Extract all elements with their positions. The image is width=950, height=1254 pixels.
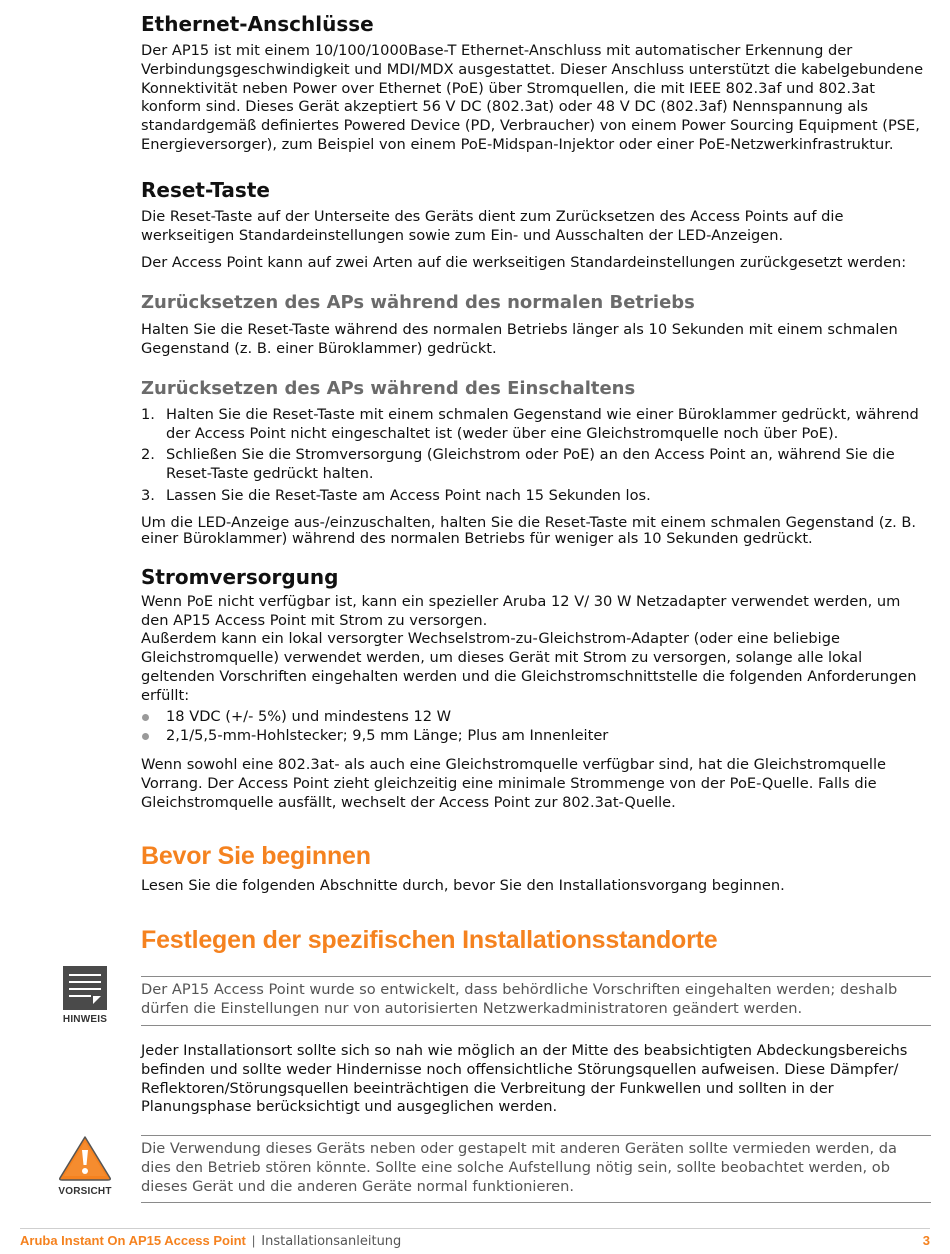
bullet-icon — [142, 733, 149, 740]
step-text: Schließen Sie die Stromversorgung (Gleichstrom oder PoE) an den Access Point an, während Sie die Reset-Taste gedrückt halten. — [166, 446, 895, 483]
footer-title — [20, 1233, 401, 1250]
caution-icon-block — [54, 1134, 116, 1197]
step-text: Halten Sie die Reset-Taste mit einem schmalen Gegenstand wie einer Büroklammer gedrückt, während der Access Point nicht eingeschaltet ist (weder über eine Gleichstromquelle noch über PoE). — [166, 405, 919, 442]
step-number: 3. — [141, 486, 155, 504]
paragraph-led: Um die LED-Anzeige aus-/einzuschalten, halten Sie die Reset-Taste mit einem schmalen Gegenstand (z. B. einer Büroklammer) während des normalen Betriebs für weniger als 10 Sekunden gedrückt. — [141, 513, 917, 547]
warning-icon — [57, 1134, 113, 1182]
list-item — [141, 727, 931, 746]
footer-separator: | — [251, 1233, 256, 1248]
caution-text: Die Verwendung dieses Geräts neben oder gestapelt mit anderen Geräten sollte vermieden werden, da dies den Betrieb stören könnte. Sollte eine solche Aufstellung nötig sein, sollte beobachtet werden, ob dieses Gerät und die anderen Geräte normal funktionieren. — [141, 1140, 898, 1195]
subheading-reset-normal: Zurücksetzen des APs während des normalen Betriebs — [141, 292, 695, 314]
reset-steps-list — [141, 406, 931, 506]
step-number: 2. — [141, 446, 155, 464]
note-text: Der AP15 Access Point wurde so entwickelt, dass behördliche Vorschriften eingehalten werden; deshalb dürfen die Einstellungen nur von autorisierten Netzwerkadministratoren geändert werden. — [141, 981, 898, 1018]
footer-brand: Aruba Instant On AP15 Access Point — [20, 1233, 246, 1248]
heading-power: Stromversorgung — [141, 564, 339, 589]
list-item — [141, 446, 931, 484]
paragraph-power-3: Wenn sowohl eine 802.3at- als auch eine Gleichstromquelle verfügbar sind, hat die Gleichstromquelle Vorrang. Der Access Point zieht gleichzeitig eine minimale Strommenge von der PoE-Quelle. Falls die Gleichstromquelle ausfällt, wechselt der Access Point zur 802.3at-Quelle. — [141, 756, 887, 811]
footer-doc-title: Installationsanleitung — [261, 1234, 402, 1249]
heading-ethernet: Ethernet-Anschlüsse — [141, 12, 374, 36]
bullet-text: 18 VDC (+/- 5%) und mindestens 12 W — [166, 707, 452, 725]
bullet-icon — [142, 714, 149, 721]
list-item — [141, 487, 931, 506]
paragraph-locations: Jeder Installationsort sollte sich so nah wie möglich an der Mitte des beabsichtigten Abdeckungsbereichs befinden und sollte weder Hindernisse noch offensichtliche Störungsquellen aufweisen. Diese Dämpfer/ Reflektoren/Störungsquellen beeinträchtigen die Verbreitung der Funkwellen und sollten in der Planungsphase berücksichtigt und ausgeglichen werden. — [141, 1041, 908, 1116]
note-label: HINWEIS — [62, 1014, 108, 1025]
footer-divider — [20, 1228, 930, 1229]
heading-locations: Festlegen der spezifischen Installationsstandorte — [141, 926, 718, 955]
caution-box — [141, 1135, 931, 1203]
paragraph-reset-1: Die Reset-Taste auf der Unterseite des Geräts dient zum Zurücksetzen des Access Points auf die werkseitigen Standardeinstellungen sowie zum Ein- und Ausschalten der LED-Anzeigen. — [141, 207, 844, 244]
paragraph-before: Lesen Sie die folgenden Abschnitte durch, bevor Sie den Installationsvorgang beginnen. — [141, 876, 785, 894]
heading-reset: Reset-Taste — [141, 177, 270, 202]
page-content — [141, 10, 931, 1203]
heading-before: Bevor Sie beginnen — [141, 841, 371, 870]
list-item — [141, 708, 931, 727]
paragraph-power-1: Wenn PoE nicht verfügbar ist, kann ein spezieller Aruba 12 V/ 30 W Netzadapter verwendet werden, um den AP15 Access Point mit Strom zu versorgen. — [141, 592, 901, 629]
step-number: 1. — [141, 405, 155, 423]
caution-label: VORSICHT — [58, 1186, 112, 1197]
paragraph-power-2: Außerdem kann ein lokal versorgter Wechselstrom-zu-Gleichstrom-Adapter (oder eine beliebige Gleichstromquelle) verwendet werden, um dieses Gerät mit Strom zu versorgen, solange alle lokal geltenden Vorschriften eingehalten werden und die Gleichstromschnittstelle die folgenden Anforderungen erfüllt: — [141, 630, 917, 704]
paragraph-ethernet: Der AP15 ist mit einem 10/100/1000Base-T Ethernet-Anschluss mit automatischer Erkennung der Verbindungsgeschwindigkeit und MDI/MDX ausgestattet. Dieser Anschluss unterstützt die kabelgebundene Konnektivität neben Power over Ethernet (PoE) über Stromquellen, die mit IEEE 802.3af und 802.3at konform sind. Dieses Gerät akzeptiert 56 V DC (802.3at) oder 48 V DC (802.3af) Nennspannung als standardgemäß definiertes Powered Device (PD, Verbraucher) von einem Power Sourcing Equipment (PSE, Energieversorger), zum Beispiel von einem PoE-Midspan-Injektor oder einer PoE-Netzwerkinfrastruktur. — [141, 42, 924, 153]
paragraph-reset-2: Der Access Point kann auf zwei Arten auf die werkseitigen Standardeinstellungen zurückgesetzt werden: — [141, 254, 907, 272]
step-text: Lassen Sie die Reset-Taste am Access Point nach 15 Sekunden los. — [166, 486, 651, 504]
note-icon-block — [54, 966, 116, 1025]
subheading-reset-power: Zurücksetzen des APs während des Einschaltens — [141, 377, 636, 399]
bullet-text: 2,1/5,5-mm-Hohlstecker; 9,5 mm Länge; Plus am Innenleiter — [166, 727, 609, 745]
note-box — [141, 976, 931, 1026]
paragraph-reset-normal: Halten Sie die Reset-Taste während des normalen Betriebs länger als 10 Sekunden mit einem schmalen Gegenstand (z. B. einer Büroklammer) gedrückt. — [141, 321, 898, 357]
note-icon — [63, 966, 107, 1010]
list-item — [141, 406, 931, 444]
page-number: 3 — [922, 1233, 930, 1248]
power-requirements-list — [141, 708, 931, 747]
